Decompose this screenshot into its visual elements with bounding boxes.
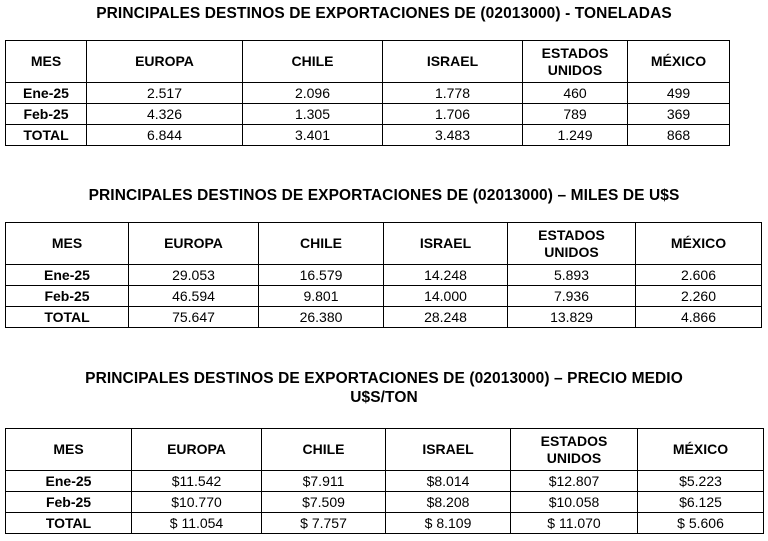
row-label: TOTAL [6,513,132,534]
cell: $10.770 [132,492,262,513]
cell: 29.053 [129,265,259,286]
row-label: Feb-25 [6,104,87,125]
cell: 6.844 [87,125,243,146]
cell: 13.829 [508,307,636,328]
cell: 4.326 [87,104,243,125]
cell: $10.058 [511,492,638,513]
cell: 2.517 [87,83,243,104]
cell: $ 11.054 [132,513,262,534]
cell: 14.000 [384,286,508,307]
col-header-mes: MES [6,223,129,265]
section-title-miles-usd: PRINCIPALES DESTINOS DE EXPORTACIONES DE (02013000) – MILES DE U$S [88,187,680,204]
cell: 16.579 [259,265,384,286]
cell: 1.305 [243,104,383,125]
cell: 28.248 [384,307,508,328]
table-precio-medio [5,428,764,534]
cell: $5.223 [638,471,764,492]
cell: 3.401 [243,125,383,146]
section-title-line2: U$S/TON [350,389,418,406]
cell: 789 [523,104,628,125]
row-label: Ene-25 [6,471,132,492]
row-label: Ene-25 [6,83,87,104]
row-label: Feb-25 [6,286,129,307]
cell: $ 8.109 [386,513,511,534]
col-header-estados-unidos: ESTADOS UNIDOS [523,41,628,83]
cell: 2.096 [243,83,383,104]
cell: 46.594 [129,286,259,307]
cell: 1.778 [383,83,523,104]
table-row [6,492,764,513]
table-row [6,471,764,492]
col-header-israel: ISRAEL [384,223,508,265]
cell: 1.706 [383,104,523,125]
row-label: Feb-25 [6,492,132,513]
cell: 75.647 [129,307,259,328]
cell: $7.509 [262,492,386,513]
cell: 26.380 [259,307,384,328]
cell: 5.893 [508,265,636,286]
col-header-europa: EUROPA [129,223,259,265]
section-title-line1: PRINCIPALES DESTINOS DE EXPORTACIONES DE (02013000) – PRECIO MEDIO [85,370,683,387]
col-header-mes: MES [6,429,132,471]
table-row [6,307,762,328]
table-row [6,286,762,307]
col-header-estados-unidos: ESTADOS UNIDOS [511,429,638,471]
cell: 369 [628,104,730,125]
col-header-europa: EUROPA [132,429,262,471]
cell: $12.807 [511,471,638,492]
cell: 9.801 [259,286,384,307]
col-header-chile: CHILE [262,429,386,471]
cell: $11.542 [132,471,262,492]
col-header-mes: MES [6,41,87,83]
table-row [6,265,762,286]
cell: 14.248 [384,265,508,286]
cell: $6.125 [638,492,764,513]
cell: 499 [628,83,730,104]
col-header-europa: EUROPA [87,41,243,83]
col-header-chile: CHILE [259,223,384,265]
cell: 2.260 [636,286,762,307]
table-row [6,513,764,534]
col-header-israel: ISRAEL [386,429,511,471]
col-header-israel: ISRAEL [383,41,523,83]
table-row [6,83,730,104]
col-header-mexico: MÉXICO [636,223,762,265]
col-header-mexico: MÉXICO [628,41,730,83]
section-title-toneladas: PRINCIPALES DESTINOS DE EXPORTACIONES DE (02013000) - TONELADAS [96,5,672,22]
cell: $ 11.070 [511,513,638,534]
table-miles-usd [5,222,762,328]
col-header-chile: CHILE [243,41,383,83]
cell: $7.911 [262,471,386,492]
cell: 7.936 [508,286,636,307]
table-row [6,125,730,146]
col-header-mexico: MÉXICO [638,429,764,471]
cell: 868 [628,125,730,146]
cell: $ 7.757 [262,513,386,534]
cell: $8.208 [386,492,511,513]
cell: 1.249 [523,125,628,146]
row-label: Ene-25 [6,265,129,286]
table-toneladas [5,40,730,146]
row-label: TOTAL [6,307,129,328]
table-row [6,104,730,125]
cell: 2.606 [636,265,762,286]
section-title-precio-medio [0,369,768,407]
cell: 4.866 [636,307,762,328]
cell: 460 [523,83,628,104]
row-label: TOTAL [6,125,87,146]
cell: $8.014 [386,471,511,492]
cell: 3.483 [383,125,523,146]
cell: $ 5.606 [638,513,764,534]
col-header-estados-unidos: ESTADOS UNIDOS [508,223,636,265]
